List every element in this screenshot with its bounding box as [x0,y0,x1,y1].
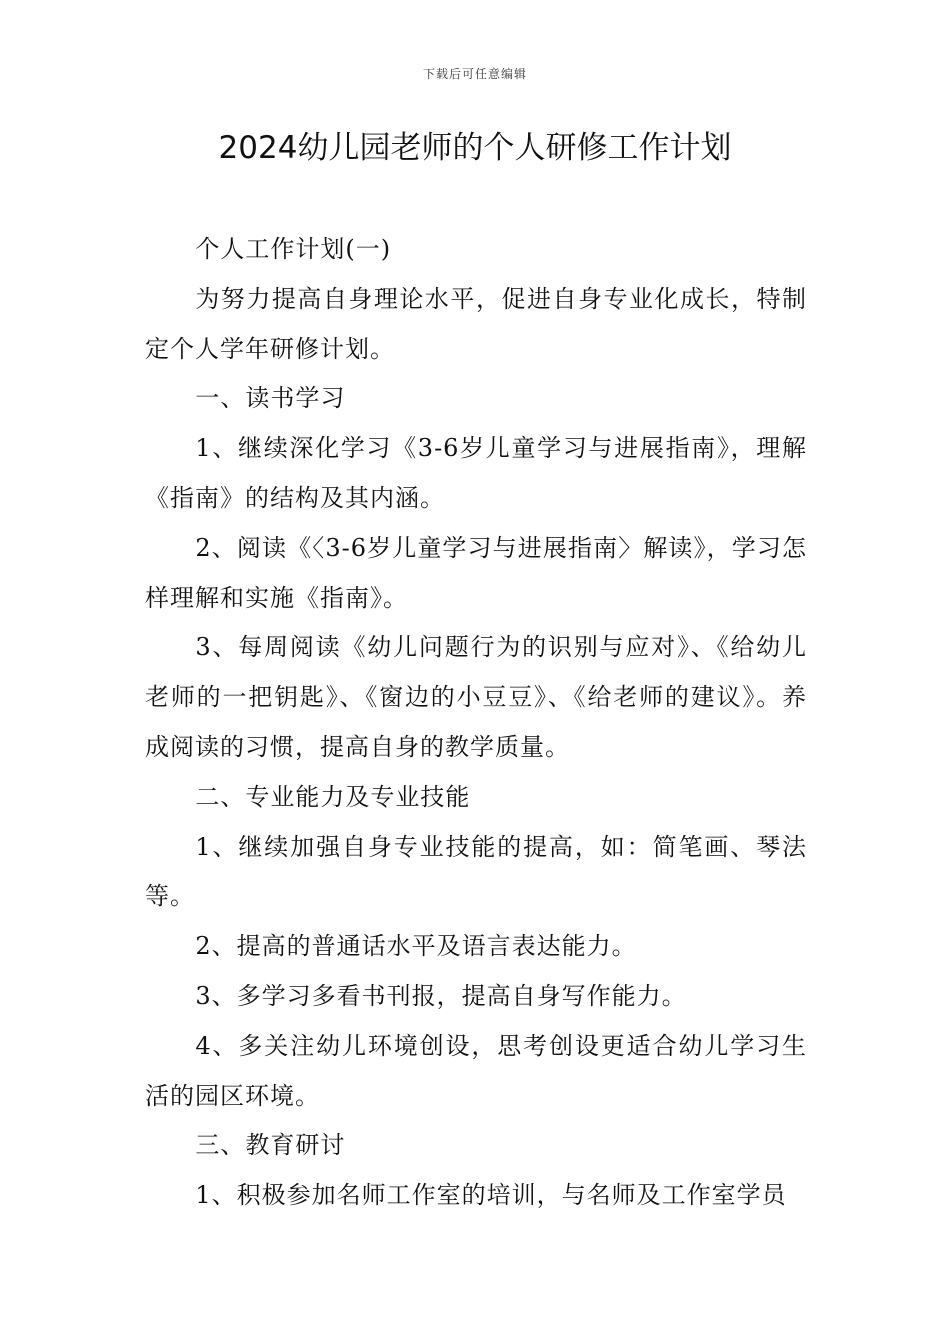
paragraph-research-1: 1、积极参加名师工作室的培训，与名师及工作室学员 [195,1181,787,1210]
paragraph-skills-3: 3、多学习多看书刊报，提高自身写作能力。 [195,981,687,1010]
paragraph-skills-4: 4、多关注幼儿环境创设，思考创设更适合幼儿学习生活的园区环境。 [145,1031,807,1110]
paragraph-intro: 为努力提高自身理论水平，促进自身专业化成长，特制定个人学年研修计划。 [145,284,807,363]
document-body [145,225,807,1221]
section-heading-skills: 二、专业能力及专业技能 [195,782,471,811]
paragraph-skills-1: 1、继续加强自身专业技能的提高，如：简笔画、琴法等。 [145,832,807,911]
document-title: 2024幼儿园老师的个人研修工作计划 [218,130,732,166]
section-heading-reading: 一、读书学习 [195,384,346,413]
paragraph-reading-1: 1、继续深化学习《3-6岁儿童学习与进展指南》，理解《指南》的结构及其内涵。 [145,434,807,512]
paragraph-reading-2: 2、阅读《〈3-6岁儿童学习与进展指南〉解读》，学习怎样理解和实施《指南》。 [145,533,807,612]
paragraph-skills-2: 2、提高的普通话水平及语言表达能力。 [195,932,637,961]
paragraph-plan-heading: 个人工作计划(一) [195,235,392,263]
header-note: 下载后可任意编辑 [422,67,527,81]
paragraph-reading-3: 3、每周阅读《幼儿问题行为的识别与应对》、《给幼儿老师的一把钥匙》、《窗边的小豆豆》、《给老师的建议》。养成阅读的习惯，提高自身的教学质量。 [145,633,807,761]
section-heading-research: 三、教育研讨 [195,1131,346,1160]
